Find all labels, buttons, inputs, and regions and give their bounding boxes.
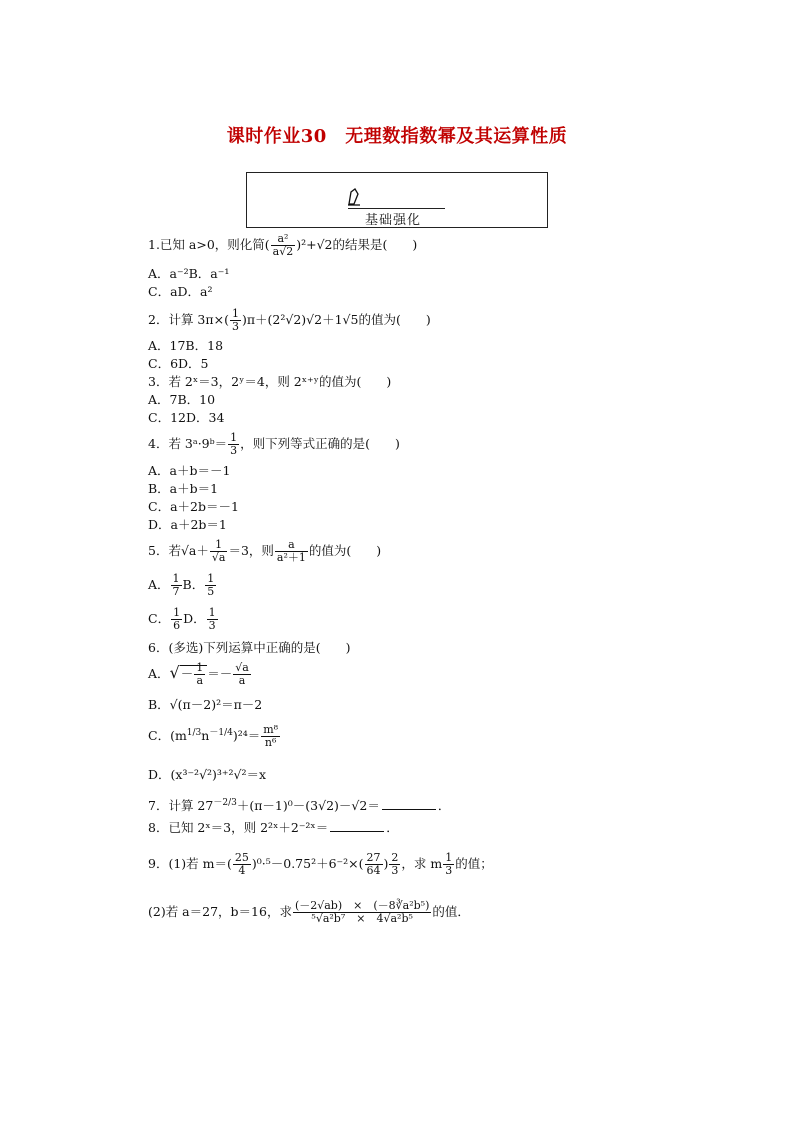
question-4: 4．若 3ᵃ·9ᵇ＝ $\frac{1}{3}$ ，则下列等式正确的是( ) [148,431,400,457]
question-1: 1.已知 a>0，则化简( $\frac{\text{a²}}{a√2}$ )²+√2的结果是( ) [148,232,418,258]
q6-option-b: B．√(π－2)²＝π－2 [148,697,263,712]
q1-option-ab: A．a⁻²B．a⁻¹ [148,266,230,281]
question-7: 7．计算 $27^{-2/3}+(\pi-1)^0-(3√2)-√2=$ ． [148,798,451,814]
answer-blank-7 [382,809,436,810]
q6-option-a: A．√－ $\frac{1}{a}$ ＝－ $\frac{√a}{a}$ [148,661,249,687]
q4-option-d: D．a＋2b＝1 [148,517,227,532]
question-8: 8．已知 2ˣ＝3，则 2²ˣ＋2⁻²ˣ＝ ． [148,820,399,835]
q3-option-cd: C．12D．34 [148,410,225,425]
question-3: 3．若 2ˣ＝3，2ʸ＝4，则 2ˣ⁺ʸ的值为( ) [148,374,392,389]
q2-option-cd: C．6D．5 [148,356,209,371]
q4-option-b: B．a＋b＝1 [148,481,219,496]
question-9-1: 9．(1)若 m＝( $\frac{25}{4}$ )⁰·⁵－0.75²＋6⁻²×( $\frac{27}{64}$ ) $\frac{2}{3}$ ，求 m $\frac{1}{3}$ 的值； [148,851,493,877]
question-5: 5．若√a＋ $\frac{1}{√a}$ ＝3，则 $\frac{a}{\text{a²＋1}}$ 的值为( ) [148,538,382,564]
q4-option-a: A．a＋b＝－1 [148,463,231,478]
question-2: 2．计算 3π×( $\frac{1}{3}$ )π＋(2²√2)√2＋1√5的值为( ) [148,307,431,333]
page-title: 课时作业30 无理数指数幂及其运算性质 [226,126,568,147]
q4-option-c: C．a＋2b＝－1 [148,499,239,514]
q5-option-cd: C． $\frac{1}{6}$ D． $\frac{1}{3}$ [148,606,216,632]
answer-blank-8 [330,831,384,832]
q1-option-cd: C．aD．a² [148,284,213,299]
section-label: 基础强化 [365,213,422,228]
q5-option-ab: A． $\frac{1}{7}$ B． $\frac{1}{5}$ [148,572,215,598]
question-9-2: (2)若 a＝27，b＝16，求 $\frac{\text{(－2√ab) × (－8∛a²b⁵)}}{\text{⁵√a²b⁷ × 4√a²b⁵}}$ 的值． [148,899,470,925]
q6-option-c: C．$(m^{1/3}n^{-1/4})^{24}=$ $\frac{\text{m⁸}}{\text{n⁶}}$ [148,723,279,749]
pencil-icon [346,188,362,209]
q2-option-ab: A．17B．18 [148,338,224,353]
q3-option-ab: A．7B．10 [148,392,216,407]
q6-option-d: D．(x³⁻²√²)³⁺²√²＝x [148,767,267,782]
section-box [246,172,548,228]
question-6: 6．(多选)下列运算中正确的是( ) [148,640,351,655]
